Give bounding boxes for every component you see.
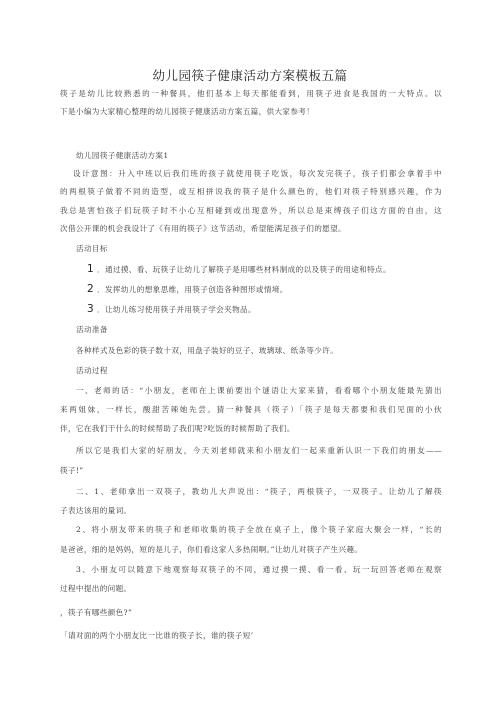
goal-item-2 bbox=[87, 284, 442, 295]
design-intent-line-1: 设计意图：升入中班以后我们班的孩子就使用筷子吃饭，每次发完筷子，孩子们都会拿着手中 bbox=[73, 169, 442, 178]
design-intent-line-4: 次借公开课的机会我设计了《有用的筷子》这节活动，希望能满足孩子们的愿望。 bbox=[60, 224, 346, 233]
intro-line-2: 下是小编为大家精心整理的幼儿园筷子健康活动方案五篇，供大家参考！ bbox=[60, 107, 315, 116]
goal-number: 1 bbox=[87, 264, 95, 275]
process-line: 过程中提出的问题。 bbox=[60, 584, 132, 593]
process-line: 伴，它在我们干什么的时候帮助了我们呢?吃饭的时候帮助了我们。 bbox=[60, 424, 295, 433]
prep-text: 各种样式及色彩的筷子数十双，用盘子装好的豆子、玻璃球、纸条等少许。 bbox=[76, 346, 339, 355]
process-line: 「请对面的两个小朋友比一比谁的筷子长，谁的筷子短’ bbox=[60, 631, 254, 640]
process-line: 子表达该用的量词。 bbox=[60, 506, 132, 515]
intro-line-1: 筷子是幼儿比较熟悉的一种餐具，他们基本上每天都能看到，用筷子进食是我国的一大特点。以 bbox=[60, 89, 442, 98]
process-line: 所以它是我们大家的好朋友，今天刘老师就来和小朋友们一起来重新认识一下我们的朋友—— bbox=[76, 446, 442, 455]
process-line: 3、小朋友可以随意下地观察每双筷子的不同，通过摸一摸、看一看、玩一玩回答老师在观察 bbox=[76, 565, 442, 574]
goal-text: ．让幼儿练习使用筷子并用筷子学会夹物品。 bbox=[97, 305, 256, 314]
page-title: 幼儿园筷子健康活动方案模板五篇 bbox=[152, 68, 348, 83]
goals-heading: 活动目标 bbox=[76, 244, 108, 253]
process-line: ，筷子有哪些颜色?” bbox=[60, 608, 133, 617]
goal-item-1 bbox=[87, 264, 442, 275]
goal-number: 3 bbox=[87, 304, 95, 315]
design-intent-line-3: 我总是害怕孩子们玩筷子时不小心互相碰到或出现意外，所以总是束缚孩子们这方面的自由，这 bbox=[60, 206, 442, 215]
process-line: 2、将小朋友带来的筷子和老师收集的筷子全放在桌子上，像个筷子家庭大聚会一样，“长的 bbox=[76, 525, 442, 534]
goal-item-3 bbox=[87, 304, 442, 315]
design-intent-line-2: 的两根筷子做着不同的造型，或互相拼说我的筷子是什么颜色的，他们对筷子特别感兴趣，作为 bbox=[60, 187, 442, 196]
goal-text: ．通过摸、看、玩筷子让幼儿了解筷子是用哪些材料制成的以及筷子的用途和特点。 bbox=[97, 265, 391, 274]
process-line: 筷子!” bbox=[60, 466, 84, 475]
goal-number: 2 bbox=[87, 284, 95, 295]
prep-heading: 活动准备 bbox=[76, 325, 108, 334]
section-heading: 幼儿园筷子健康活动方案1 bbox=[76, 151, 169, 160]
process-line: 一、老师的话：“小朋友，老师在上课前要出个谜语让大家来猜，看看哪个小朋友能最先猜出 bbox=[76, 386, 442, 395]
process-line: 是爸爸，细的是妈妈，短的是儿子，你们看这家人多热闹啊。”让幼儿对筷子产生兴趣。 bbox=[60, 545, 363, 554]
goal-text: ．发挥幼儿的想象思维，用筷子创造各种图形或情境。 bbox=[97, 285, 288, 294]
process-line: 二、1、老师拿出一双筷子，教幼儿大声说出：“筷子，两根筷子，一双筷子。让幼儿了解筷 bbox=[76, 487, 442, 496]
process-line: 来两姐妹，一样长，酸甜苦辣她先尝。猜一种餐具（筷子）「筷子是每天都要和我们见面的小伙 bbox=[60, 405, 442, 414]
process-heading: 活动过程 bbox=[76, 366, 108, 375]
